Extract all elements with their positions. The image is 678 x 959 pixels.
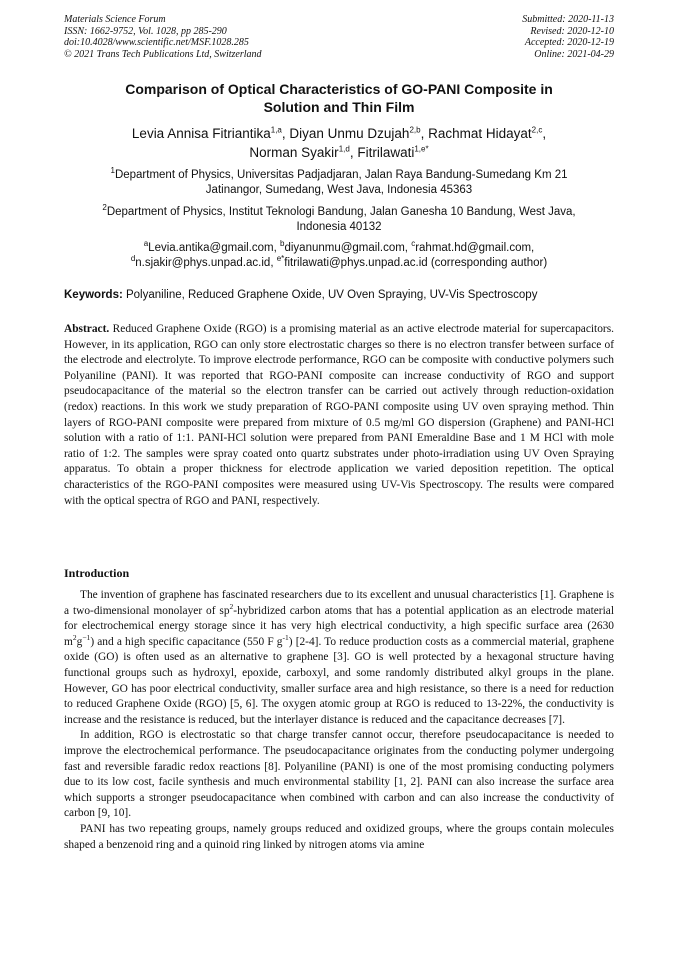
author-separator: , xyxy=(281,126,290,141)
affiliation-2 xyxy=(64,205,614,235)
affil-text: Department of Physics, Universitas Padjadjaran, Jalan Raya Bandung-Sumedang Km 21 xyxy=(114,169,568,181)
author-separator: , xyxy=(349,145,358,160)
author-separator: , xyxy=(542,126,547,141)
paragraph-text: -hybridized carbon atoms that has a potential application as an electrode material for electrochemical energy storage since it has very high electrical conductivity, a high specific surface area (2630 m xyxy=(64,604,614,648)
keywords xyxy=(64,288,624,303)
section-heading-introduction: Introduction xyxy=(64,566,130,580)
superscript: -1 xyxy=(282,632,289,642)
author-affil-sup: 2,b xyxy=(409,125,421,135)
journal-info xyxy=(64,14,262,60)
submission-dates xyxy=(522,14,614,60)
date-submitted: Submitted: 2020-11-13 xyxy=(522,14,614,25)
author-affil-sup: 2,c xyxy=(531,125,543,135)
journal-copyright: © 2021 Trans Tech Publications Ltd, Switzerland xyxy=(64,48,262,60)
paper-title xyxy=(64,80,614,116)
date-revised: Revised: 2020-12-10 xyxy=(530,25,614,37)
author-affil-sup: 1,e* xyxy=(414,144,429,154)
abstract-label: Abstract. xyxy=(64,323,110,335)
keywords-label: Keywords: xyxy=(64,289,123,301)
journal-doi: doi:10.4028/www.scientific.net/MSF.1028.285 xyxy=(64,37,249,49)
title-line-2: Solution and Thin Film xyxy=(263,99,415,115)
email-address: fitrilawati@phys.unpad.ac.id (corresponding author) xyxy=(284,257,548,269)
email-address: Levia.antika@gmail.com, xyxy=(148,242,281,254)
date-accepted: Accepted: 2020-12-19 xyxy=(524,37,614,49)
email-list xyxy=(64,241,614,271)
journal-issn: ISSN: 1662-9752, Vol. 1028, pp 285-290 xyxy=(64,25,227,37)
author-name: Levia Annisa Fitriantika xyxy=(131,126,271,141)
author-name: Norman Syakir xyxy=(249,145,339,160)
affil-number: 2 xyxy=(102,203,107,213)
abstract xyxy=(64,322,614,509)
email-sup: a xyxy=(143,239,149,249)
affiliation-1 xyxy=(64,168,614,198)
email-sup: b xyxy=(280,239,285,249)
author-list xyxy=(64,124,614,162)
superscript: −1 xyxy=(82,632,91,642)
author-name: Fitrilawati xyxy=(357,145,415,160)
author-affil-sup: 1,d xyxy=(338,144,350,154)
email-sup: e* xyxy=(276,254,285,264)
email-address: n.sjakir@phys.unpad.ac.id, xyxy=(135,257,277,269)
paragraph-text: ) and a high specific capacitance (550 F g xyxy=(90,635,283,648)
author-separator: , xyxy=(420,126,429,141)
date-online: Online: 2021-04-29 xyxy=(534,48,614,60)
paragraph-text: The invention of graphene has fascinated researchers due to its excellent and unusual characteristics [1]. Graphene is a two-dimensional monolayer of sp xyxy=(64,589,614,617)
superscript: 2 xyxy=(229,601,234,611)
author-affil-sup: 1,a xyxy=(270,125,282,135)
affil-text: Department of Physics, Institut Teknologi Bandung, Jalan Ganesha 10 Bandung, West Java, xyxy=(106,206,576,218)
paragraph: In addition, RGO is electrostatic so that charge transfer cannot occur, therefore pseudocapacitance is needed to improve the electrochemical performance. The pseudocapacitance originates from the conducting polymer undergoing fast and reversible faradic redox reactions [8]. Polyaniline (PANI) is one of the most promising conducting polymers due to its low cost, facile synthesis and much environmental stability [1, 2]. PANI can also increase the surface area which supports a stronger pseudocapacitance when combined with carbon and can also increase the conductivity of carbon [9, 10]. xyxy=(64,729,614,820)
email-sup: d xyxy=(130,254,136,264)
author-name: Rachmat Hidayat xyxy=(428,126,532,141)
paragraph: PANI has two repeating groups, namely groups reduced and oxidized groups, where the groups contain molecules shaped a benzenoid ring and a quinoid ring linked by nitrogen atoms via amine xyxy=(64,822,614,851)
introduction-body xyxy=(64,588,614,853)
email-address: rahmat.hd@gmail.com, xyxy=(415,242,535,254)
affil-text: Jatinangor, Sumedang, West Java, Indonesia 45363 xyxy=(205,184,473,196)
email-sup: c xyxy=(411,239,416,249)
affil-number: 1 xyxy=(110,166,115,176)
superscript: 2 xyxy=(72,632,77,642)
paragraph-text: g xyxy=(76,635,83,648)
author-name: Diyan Unmu Dzujah xyxy=(289,126,410,141)
paragraph-text: ) [2-4]. To reduce production costs as a commercial material, graphene oxide (GO) is often used as an alternative to graphene [3]. GO is well protected by a hexagonal structure having functional groups such as hydroxyl, epoxide, carboxyl, and some randomly distributed alkyl groups in the plane. However, GO has poor electrical conductivity, smaller surface area and high resistance, so there is a need for reduction to reduced Graphene Oxide (RGO) [5, 6]. The oxygen atomic group at RGO is reduced to 13-22%, the conductivity is increase and the resistance is reduced, but the interlayer distance is reduced and the capacitance decreases [7]. xyxy=(64,635,615,726)
abstract-text: Reduced Graphene Oxide (RGO) is a promising material as an active electrode material for supercapacitors. However, in its application, RGO can only store electrostatic charges so there is no electron transfer between surface of the electrode and electrolyte. To improve electrode performance, RGO can be composite with conductive polymers such Polyaniline (PANI). It was reported that RGO-PANI composite can increase conductivity of RGO and support pseudocapacitance of the material so the electron transfer can be carried out actively through reduction-oxidation (redox) reactions. In this work we study preparation of RGO-PANI composite using UV oven spraying method. Thin layers of RGO-PANI composite were prepared from mixture of 0.5 mg/ml GO dispersion (Graphene) and PANI-HCl solution with a ratio of 1:1. PANI-HCl solution were prepared from PANI Emeraldine Base and 1 M HCl with mole ratio of 1:2. The samples were spray coated onto quartz substrates under photo-irradiation using UV Oven Spraying apparatus. To obtain a proper thickness for electrode application we varied deposition repetition. The optical characteristics of the RGO-PANI composites were measured using UV-Vis Spectroscopy. The results were compared with the optical spectra of RGO and PANI, respectively. xyxy=(64,323,614,507)
affil-text: Indonesia 40132 xyxy=(296,221,382,233)
keywords-text: Polyaniline, Reduced Graphene Oxide, UV Oven Spraying, UV-Vis Spectroscopy xyxy=(122,289,538,301)
journal-name: Materials Science Forum xyxy=(64,14,166,25)
paragraph xyxy=(64,588,614,728)
title-line-1: Comparison of Optical Characteristics of GO-PANI Composite in xyxy=(125,81,553,97)
email-address: diyanunmu@gmail.com, xyxy=(284,242,412,254)
